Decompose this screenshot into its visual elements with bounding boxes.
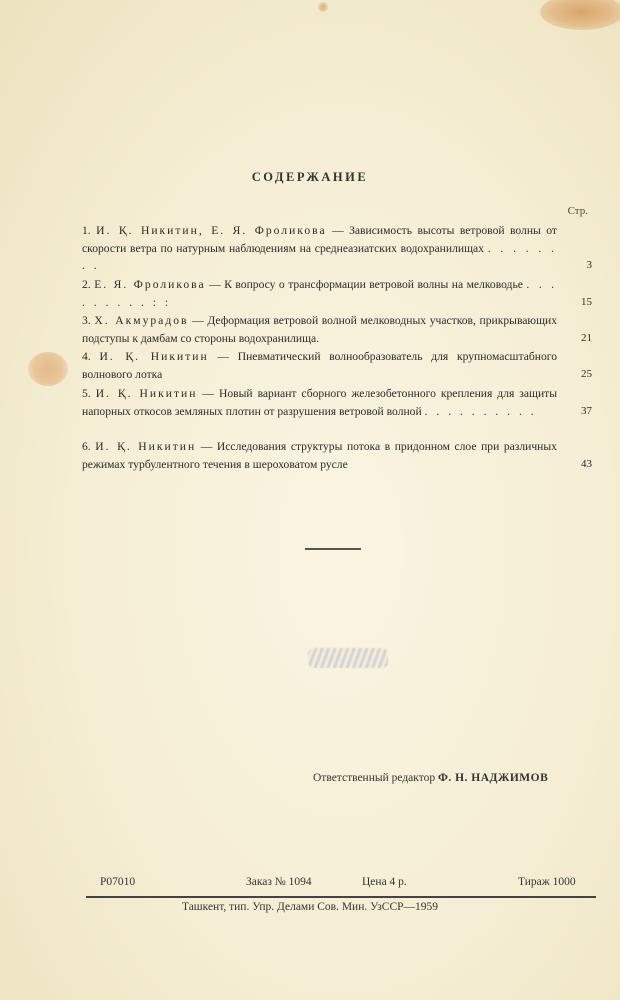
toc-page-number: 3 bbox=[586, 259, 592, 271]
toc-title: — Новый вариант сборного железобетонного крепления для защиты напорных откосов земляных плотин от разрушения ветровой волной bbox=[82, 387, 558, 418]
toc-entry bbox=[82, 222, 592, 275]
responsible-editor bbox=[313, 772, 548, 784]
toc-number: 6. bbox=[82, 440, 91, 453]
toc-entry bbox=[82, 276, 592, 311]
paper-stain bbox=[318, 2, 328, 12]
toc-title: — Пневматический волнообразователь для крупномасштабного волнового лотка bbox=[82, 350, 558, 381]
toc-number: 3. bbox=[82, 314, 91, 327]
toc-entry bbox=[82, 385, 592, 420]
toc-authors: И. Қ. Никитин bbox=[95, 387, 198, 400]
imprint-print-run: Тираж 1000 bbox=[518, 876, 576, 888]
toc-number: 5. bbox=[82, 387, 91, 400]
contents-heading: СОДЕРЖАНИЕ bbox=[251, 170, 369, 184]
toc-authors: Е. Я. Фроликова bbox=[94, 278, 206, 291]
toc-page-number: 43 bbox=[581, 457, 592, 470]
imprint-rule bbox=[86, 896, 596, 898]
toc-entry bbox=[82, 312, 592, 347]
faded-stamp bbox=[308, 648, 388, 668]
toc-number: 4. bbox=[82, 350, 91, 363]
toc-page-number: 15 bbox=[581, 295, 592, 308]
toc-page-number: 21 bbox=[581, 331, 592, 344]
toc-leaders: . . . . . . . . bbox=[82, 241, 557, 272]
toc-title: — К вопросу о трансформации ветровой волны на мелководье bbox=[209, 278, 523, 291]
imprint-printer: Ташкент, тип. Упр. Делами Сов. Мин. УзССР—1959 bbox=[181, 901, 439, 913]
editor-label: Ответственный редактор bbox=[313, 772, 436, 784]
editor-name: Ф. Н. НАДЖИМОВ bbox=[437, 772, 549, 784]
section-divider bbox=[305, 548, 361, 550]
toc-title: — Деформация ветровой волной мелководных участков, прикрывающих подступы к дамбам со стороны водохранилища. bbox=[82, 314, 558, 345]
paper-stain bbox=[28, 352, 68, 386]
toc-page-number: 37 bbox=[581, 404, 592, 417]
toc-leaders: . . . . . . . . . . bbox=[424, 404, 537, 418]
toc-page-number: 25 bbox=[581, 367, 592, 380]
toc-title: — Зависимость высоты ветровой волны от скорости ветра по натурным наблюдениям на среднеазиатских водохранилищах bbox=[82, 224, 557, 255]
toc-title: — Исследования структуры потока в придонном слое при различных режимах турбулентного течения в шероховатом русле bbox=[82, 440, 557, 471]
imprint-order: Заказ № 1094 bbox=[246, 876, 312, 888]
imprint-price: Цена 4 р. bbox=[362, 876, 407, 888]
toc-number: 1. bbox=[82, 224, 91, 237]
page-column-label: Стр. bbox=[567, 205, 588, 217]
toc-entry bbox=[82, 438, 592, 473]
toc-authors: И. Қ. Никитин, Е. Я. Фроликова bbox=[96, 224, 327, 237]
toc-entry bbox=[82, 348, 592, 383]
toc-authors: И. Қ. Никитин bbox=[99, 350, 209, 363]
imprint-code: Р07010 bbox=[100, 876, 136, 888]
toc-authors: Х. Акмурадов bbox=[94, 314, 189, 327]
toc-leaders: . . . . . . . . . : : bbox=[82, 278, 558, 309]
toc-number: 2. bbox=[82, 278, 91, 291]
toc-authors: И. Қ. Никитин bbox=[95, 440, 197, 453]
